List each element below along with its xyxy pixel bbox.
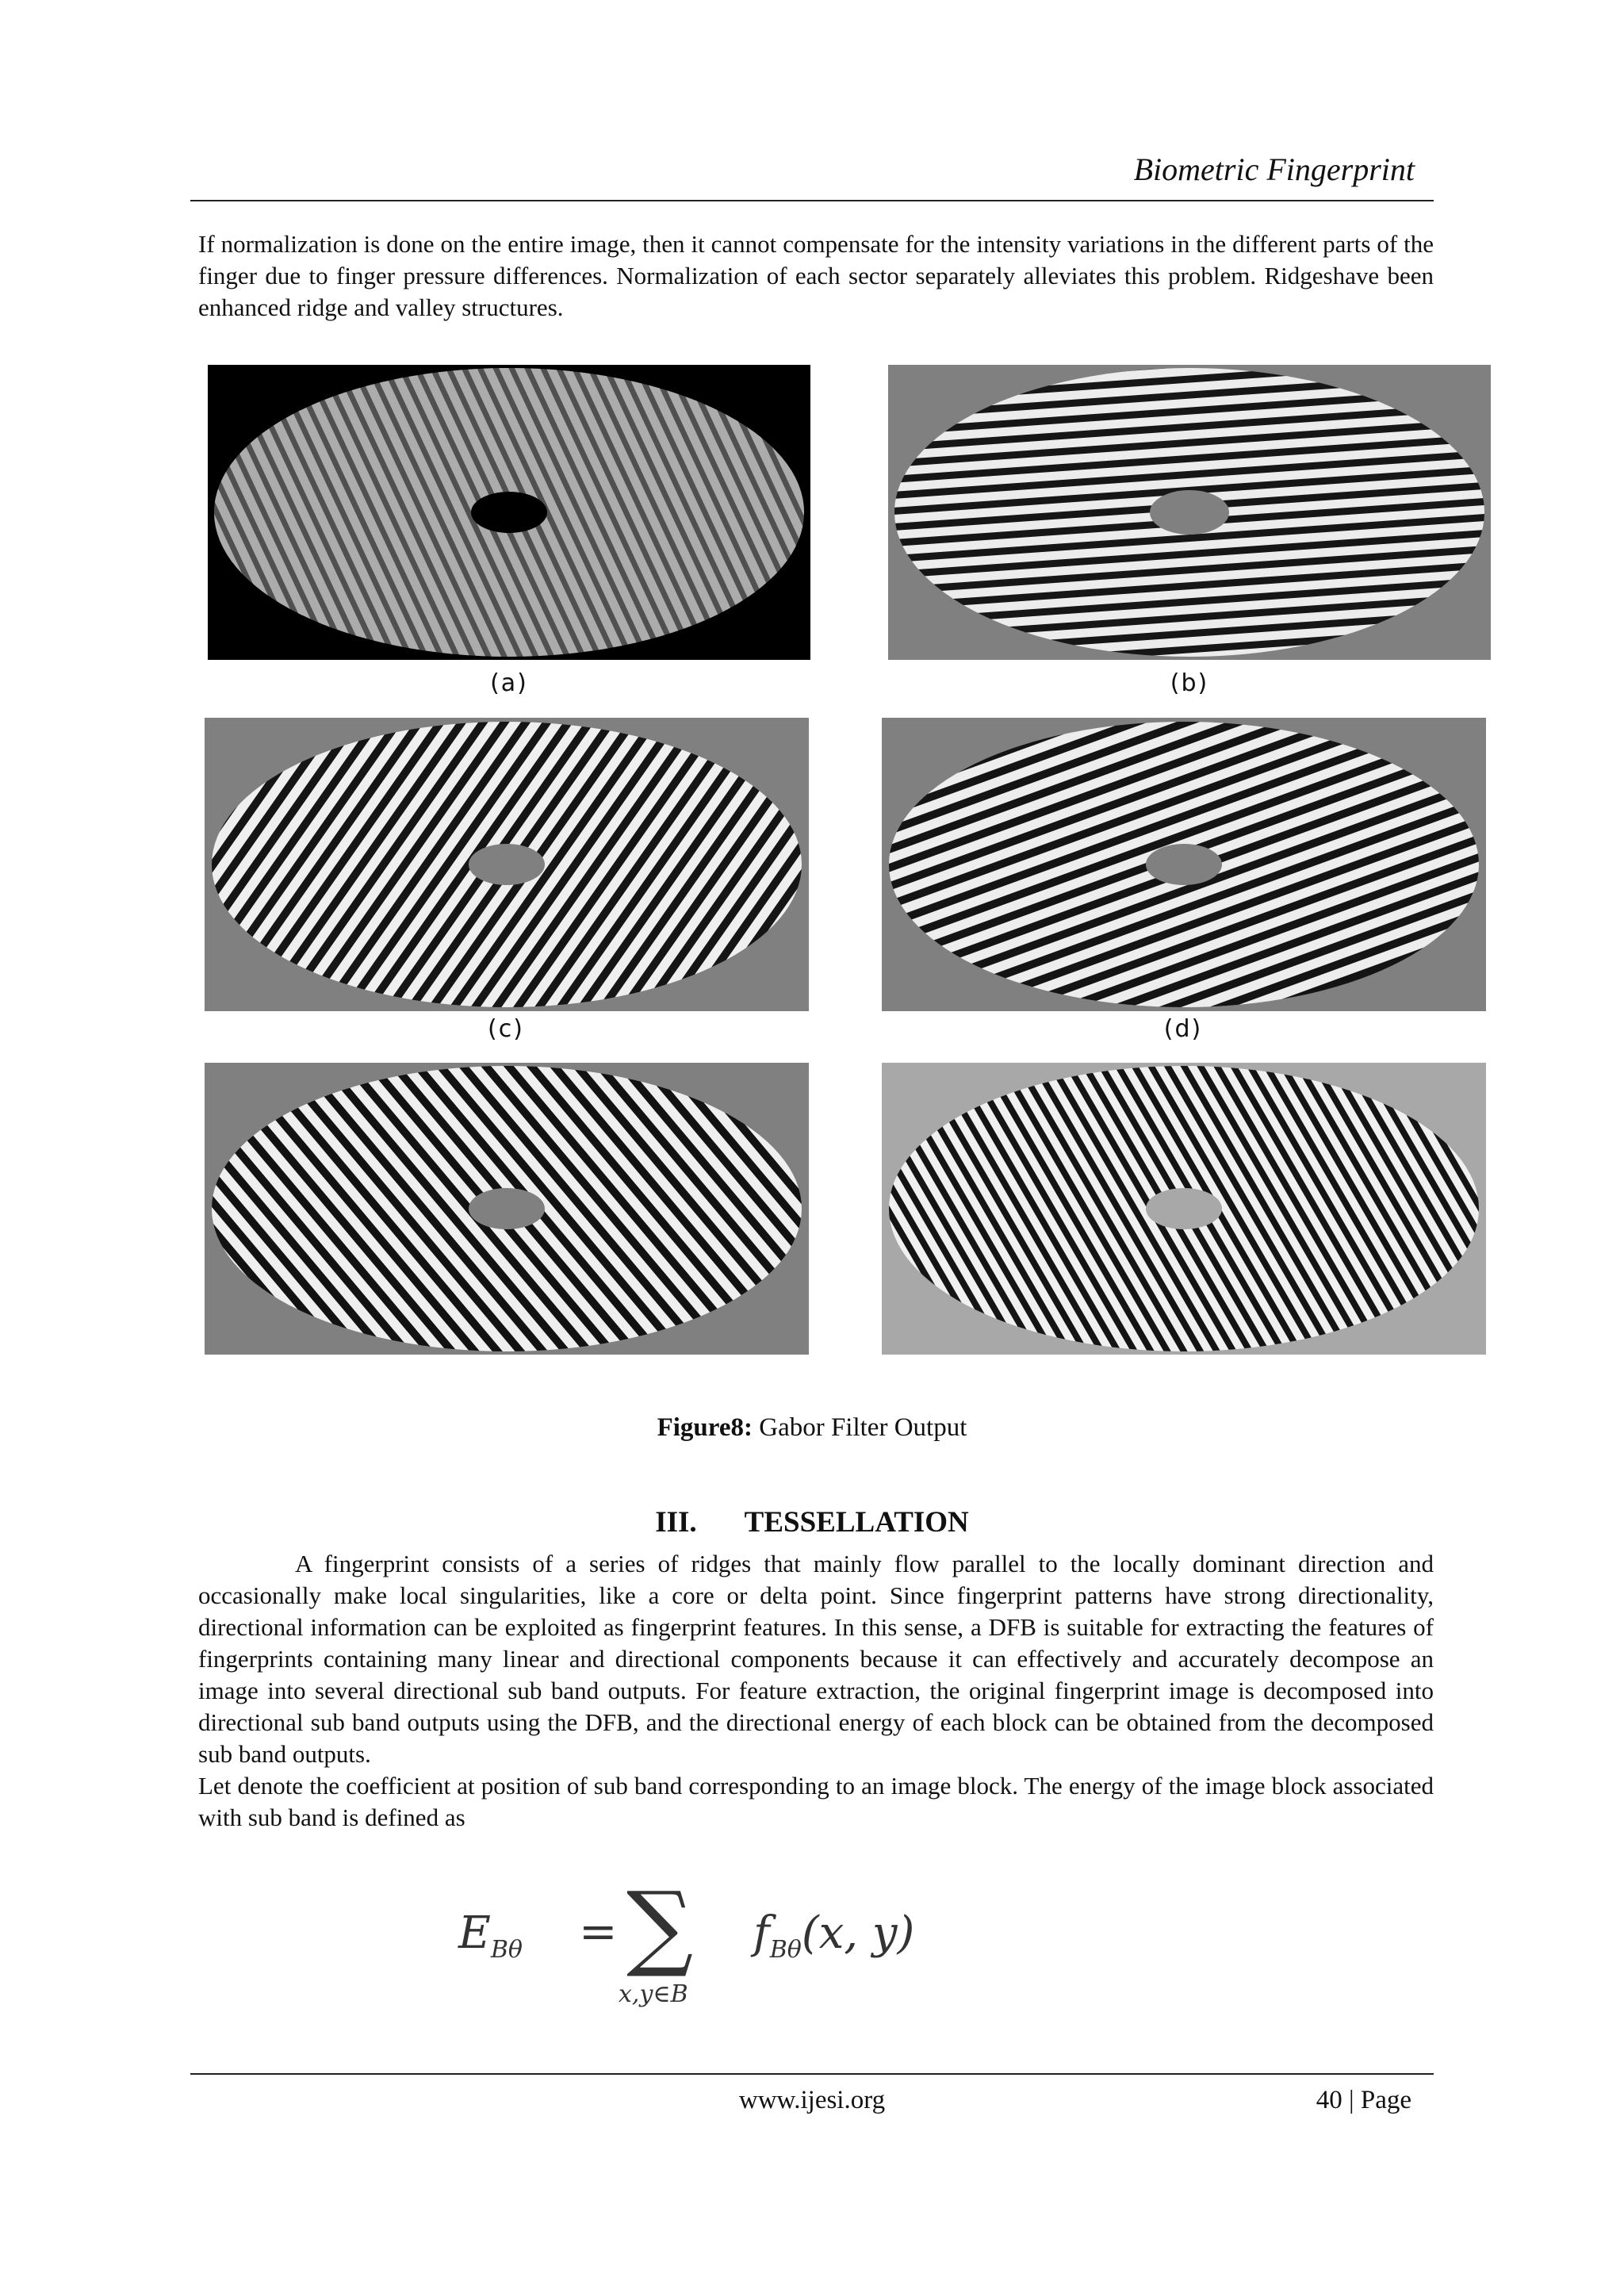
- figure-panel-f: [882, 1063, 1486, 1355]
- panel-label-c: (c): [488, 1015, 524, 1043]
- equation-rhs-symbol: f: [753, 1907, 770, 1959]
- footer-url: www.ijesi.org: [738, 2086, 886, 2114]
- figure-panel-c: [205, 718, 809, 1011]
- figure-panel-d: [882, 718, 1486, 1011]
- panel-label-d: (d): [1163, 1015, 1203, 1043]
- panel-label-b: (b): [1170, 669, 1209, 697]
- section-heading: [0, 1505, 1624, 1539]
- summation-range: x,y∈B: [619, 1980, 688, 2008]
- panel-label-a: (a): [490, 669, 528, 697]
- equation-rhs-args: (x, y): [801, 1907, 915, 1959]
- summation-symbol: ∑: [626, 1871, 694, 1980]
- figure-caption-label: Figure8:: [657, 1413, 753, 1442]
- footer-page-number: 40 | Page: [1316, 2086, 1411, 2114]
- intro-paragraph: If normalization is done on the entire image, then it cannot compensate for the intensity variations in the different parts of the finger due to finger pressure differences. Normalization of each sector separately alleviates this problem. Ridgeshave been enhanced ridge and valley structures.: [198, 230, 1434, 321]
- section-title: TESSELLATION: [744, 1506, 969, 1539]
- section-paragraph-2: Let denote the coefficient at position of sub band corresponding to an image block. The energy of the image block associated with sub band is defined as: [198, 1772, 1434, 1831]
- figure-caption: [0, 1413, 1624, 1443]
- equation-lhs: [458, 1907, 523, 1964]
- figure-caption-text: Gabor Filter Output: [752, 1413, 967, 1442]
- running-header: Biometric Fingerprint: [1133, 151, 1415, 187]
- equation-rhs-subscript: Bθ: [769, 1936, 802, 1964]
- equation-lhs-subscript: Bθ: [490, 1936, 523, 1964]
- header-rule: [190, 200, 1434, 201]
- equation-equals: =: [579, 1904, 618, 1958]
- section-paragraph-1: A fingerprint consists of a series of ridges that mainly flow parallel to the locally dominant direction and occasionally make local singularities, like a core or delta point. Since fingerprint patterns have strong directionality, directional information can be exploited as fingerprint features. In this sense, a DFB is suitable for extracting the features of fingerprints containing many linear and directional components because it can effectively and accurately decompose an image into several directional sub band outputs. For feature extraction, the original fingerprint image is decomposed into directional sub band outputs using the DFB, and the directional energy of each block can be obtained from the decomposed sub band outputs.: [198, 1550, 1434, 1768]
- energy-equation: [452, 1871, 975, 2034]
- figure-panel-e: [205, 1063, 809, 1355]
- equation-lhs-symbol: E: [458, 1907, 491, 1959]
- figure-panel-a: [208, 365, 810, 660]
- section-number: III.: [655, 1506, 697, 1539]
- figure-panel-b: [888, 365, 1491, 660]
- equation-rhs: [753, 1907, 914, 1964]
- footer-rule: [190, 2073, 1434, 2075]
